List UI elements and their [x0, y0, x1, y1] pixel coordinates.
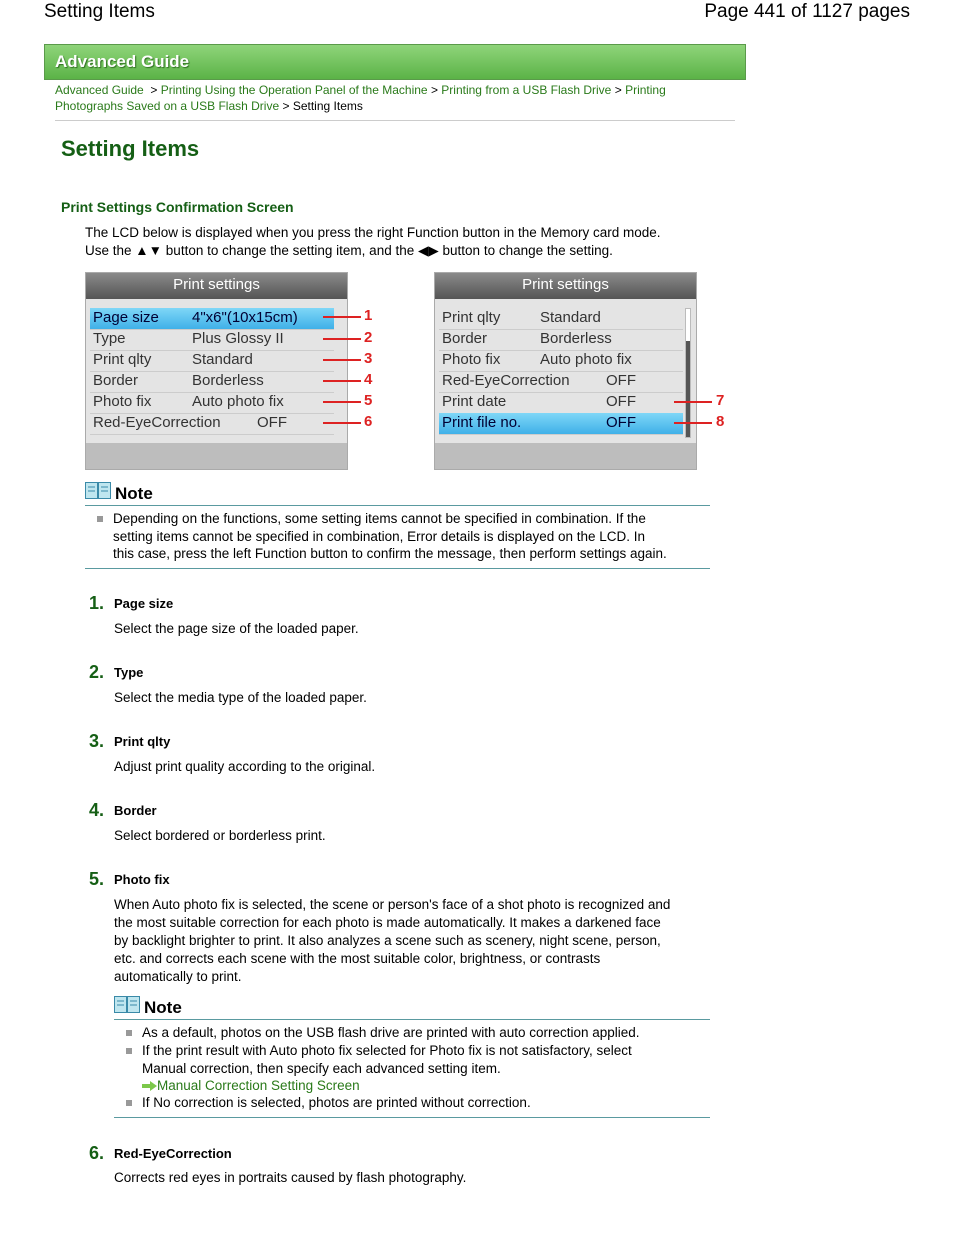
intro-text-part: Use the	[85, 243, 132, 258]
lcd-row-key: Print qlty	[93, 351, 152, 368]
callout-line	[323, 316, 361, 318]
left-right-arrows-icon: ◀▶	[418, 243, 439, 258]
breadcrumb	[55, 82, 735, 114]
item-description	[114, 896, 670, 986]
banner-label: Advanced Guide	[55, 52, 190, 71]
note-heading: Note	[115, 484, 153, 503]
note-line: If the print result with Auto photo fix selected for Photo fix is not satisfactory, select	[142, 1043, 632, 1058]
breadcrumb-link-usb-flash-drive[interactable]: Printing from a USB Flash Drive	[441, 83, 612, 97]
lcd-row-value: OFF	[606, 414, 636, 431]
lcd-row-value: OFF	[606, 393, 636, 410]
note-heading: Note	[144, 998, 182, 1017]
intro-text	[85, 224, 661, 260]
breadcrumb-link-printing-photographs[interactable]: Printing Photographs Saved on a USB Flash Drive	[55, 83, 666, 113]
page-counter: Page 441 of 1127 pages	[704, 1, 910, 22]
lcd-scrollbar	[685, 308, 691, 438]
lcd-row-value: OFF	[606, 372, 636, 389]
lcd-row-red-eye	[439, 371, 683, 393]
lcd-row-key: Red-EyeCorrection	[93, 414, 221, 431]
item-title-photo-fix: Photo fix	[114, 872, 170, 887]
note-text: If No correction is selected, photos are printed without correction.	[142, 1095, 531, 1110]
arrow-right-icon	[142, 1081, 157, 1091]
item-description: Adjust print quality according to the original.	[114, 759, 376, 774]
note-bottom-rule	[85, 568, 710, 569]
description-line: by backlight brighter to print. It also analyzes a scene such as scenery, night scene, person,	[114, 933, 661, 948]
breadcrumb-separator: >	[150, 83, 158, 97]
note-line: setting items cannot be specified in combination, Error details is displayed on the LCD. In	[113, 528, 646, 544]
callout-number: 1	[364, 307, 373, 324]
lcd-footer	[435, 443, 696, 469]
lcd-row-page-size	[90, 308, 334, 330]
note-text	[142, 1042, 632, 1095]
divider	[55, 120, 735, 121]
item-title-page-size: Page size	[114, 596, 174, 611]
callout-number: 5	[364, 392, 373, 409]
lcd-row-type	[90, 329, 334, 351]
intro-line-1: The LCD below is displayed when you press the right Function button in the Memory card mode.	[85, 225, 661, 240]
callout-line	[323, 338, 361, 340]
lcd-row-value: Auto photo fix	[540, 351, 632, 368]
item-title-red-eye-correction: Red-EyeCorrection	[114, 1146, 232, 1161]
lcd-row-print-file-no	[439, 413, 683, 435]
callout-number: 2	[364, 329, 373, 346]
lcd-row-value: Plus Glossy II	[192, 330, 284, 347]
description-line: When Auto photo fix is selected, the scene or person's face of a shot photo is recognized and	[114, 897, 671, 912]
callout-line	[323, 422, 361, 424]
section-title: Print Settings Confirmation Screen	[61, 199, 294, 215]
breadcrumb-separator: >	[282, 99, 290, 113]
page-header-title: Setting Items	[44, 1, 155, 22]
item-description: Select the page size of the loaded paper.	[114, 621, 359, 636]
intro-text-part: button to change the setting.	[442, 243, 613, 258]
breadcrumb-current: Setting Items	[292, 99, 363, 113]
lcd-row-border	[439, 329, 683, 351]
callout-number: 7	[716, 392, 725, 409]
lcd-row-print-qlty	[90, 350, 334, 372]
callout-number: 4	[364, 371, 373, 388]
description-line: the most suitable correction for each photo is made automatically. It makes a darkened face	[114, 915, 661, 930]
bullet-icon	[97, 516, 103, 522]
note-top-rule	[114, 1019, 710, 1020]
note-text	[113, 510, 667, 563]
item-number: 1.	[89, 593, 105, 613]
lcd-row-key: Print qlty	[442, 309, 501, 326]
callout-number: 3	[364, 350, 373, 367]
intro-text-part: button to change the setting item, and the	[165, 243, 415, 258]
lcd-row-key: Border	[442, 330, 488, 347]
bullet-icon	[126, 1030, 132, 1036]
lcd-row-key: Type	[93, 330, 126, 347]
item-number: 5.	[89, 869, 105, 889]
lcd-screen-1	[85, 272, 348, 470]
lcd-row-value: 4"x6"(10x15cm)	[192, 309, 298, 326]
item-title-print-qlty: Print qlty	[114, 734, 171, 749]
note-text: As a default, photos on the USB flash drive are printed with auto correction applied.	[142, 1025, 640, 1040]
item-title-type: Type	[114, 665, 144, 680]
note-line: this case, press the left Function button to confirm the message, then perform settings again.	[113, 546, 667, 561]
lcd-row-value: Borderless	[540, 330, 612, 347]
lcd-row-value: Standard	[192, 351, 253, 368]
lcd-row-value: Standard	[540, 309, 601, 326]
item-number: 3.	[89, 731, 105, 751]
intro-line-2	[85, 242, 661, 260]
lcd-row-photo-fix	[90, 392, 334, 414]
note-line: Manual correction, then specify each advanced setting item.	[142, 1060, 501, 1076]
lcd-row-photo-fix	[439, 350, 683, 372]
callout-line	[674, 401, 712, 403]
item-number: 2.	[89, 662, 105, 682]
item-title-border: Border	[114, 803, 157, 818]
lcd-row-key: Print date	[442, 393, 507, 410]
item-description: Corrects red eyes in portraits caused by flash photography.	[114, 1170, 467, 1185]
note-book-icon	[114, 996, 140, 1013]
note-line: Depending on the functions, some setting items cannot be specified in combination. If the	[113, 511, 646, 526]
breadcrumb-link-advanced-guide[interactable]: Advanced Guide	[55, 83, 144, 97]
lcd-row-key: Border	[93, 372, 139, 389]
lcd-screen-2	[434, 272, 697, 470]
description-line: etc. and corrects each scene with the most suitable color, brightness, or contrasts	[114, 951, 601, 966]
lcd-row-print-qlty	[439, 308, 683, 330]
lcd-row-border	[90, 371, 334, 393]
callout-line	[323, 380, 361, 382]
callout-line	[674, 422, 712, 424]
lcd-caption: Print settings	[86, 273, 347, 299]
callout-number: 8	[716, 413, 725, 430]
lcd-row-value: OFF	[257, 414, 287, 431]
lcd-row-value: Borderless	[192, 372, 264, 389]
callout-number: 6	[364, 413, 373, 430]
lcd-row-key: Print file no.	[442, 414, 522, 431]
up-down-arrows-icon: ▲▼	[135, 243, 163, 258]
callout-line	[323, 401, 361, 403]
note-book-icon	[85, 482, 111, 499]
lcd-row-key: Photo fix	[442, 351, 501, 368]
lcd-row-red-eye	[90, 413, 334, 435]
lcd-caption: Print settings	[435, 273, 696, 299]
lcd-row-key: Page size	[93, 309, 159, 326]
breadcrumb-link-operation-panel[interactable]: Printing Using the Operation Panel of the Machine	[160, 83, 428, 97]
manual-correction-link[interactable]: Manual Correction Setting Screen	[157, 1078, 360, 1093]
breadcrumb-separator: >	[430, 83, 438, 97]
lcd-row-value: Auto photo fix	[192, 393, 284, 410]
note-link-row	[142, 1077, 632, 1095]
item-number: 6.	[89, 1143, 105, 1163]
item-number: 4.	[89, 800, 105, 820]
callout-line	[323, 359, 361, 361]
lcd-row-key: Photo fix	[93, 393, 152, 410]
bullet-icon	[126, 1048, 132, 1054]
bullet-icon	[126, 1100, 132, 1106]
breadcrumb-separator: >	[614, 83, 622, 97]
note-top-rule	[85, 505, 710, 506]
lcd-footer	[86, 443, 347, 469]
description-line: automatically to print.	[114, 969, 242, 984]
advanced-guide-banner	[44, 44, 746, 80]
lcd-row-key: Red-EyeCorrection	[442, 372, 570, 389]
note-bottom-rule	[114, 1117, 710, 1118]
page-title: Setting Items	[61, 136, 200, 161]
item-description: Select bordered or borderless print.	[114, 828, 326, 843]
lcd-row-print-date	[439, 392, 683, 414]
item-description: Select the media type of the loaded paper.	[114, 690, 367, 705]
